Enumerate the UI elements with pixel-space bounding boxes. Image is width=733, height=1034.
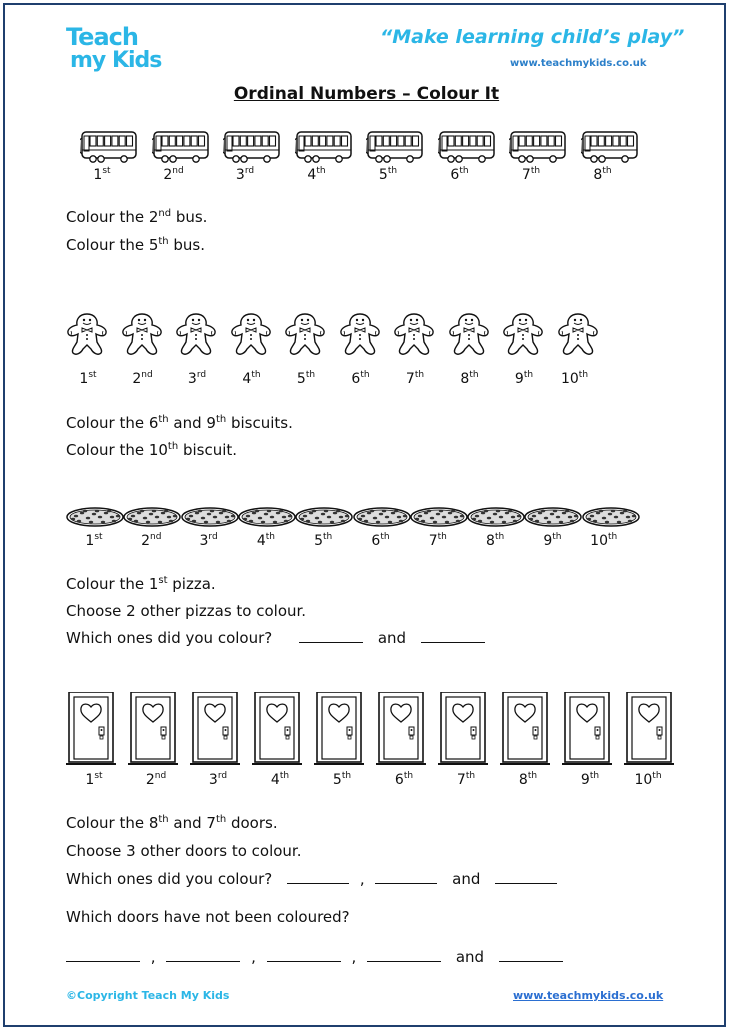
door-label-2: 2nd xyxy=(145,771,167,788)
door-question-2: Which doors have not been coloured? xyxy=(66,908,350,926)
pizza-label-9: 9th xyxy=(543,532,562,549)
uncoloured-blank-3[interactable] xyxy=(267,949,341,962)
pizza-icon xyxy=(582,507,640,527)
pizza-label-4: 4th xyxy=(256,532,275,549)
logo xyxy=(66,23,162,73)
bus-icon xyxy=(438,128,496,164)
pizza-label-3: 3rd xyxy=(199,532,218,549)
bus-label-6: 6th xyxy=(450,166,469,183)
biscuit-instruction-1: Colour the 6th and 9th biscuits. xyxy=(66,414,293,432)
door-icon xyxy=(500,692,550,766)
biscuit-label-8: 8th xyxy=(460,370,479,387)
door-label-5: 5th xyxy=(332,771,352,788)
gingerbread-biscuit-icon xyxy=(339,312,381,358)
door-label-6: 6th xyxy=(394,771,414,788)
pizza-icon xyxy=(123,507,181,527)
door-instruction-1: Colour the 8th and 7th doors. xyxy=(66,814,278,832)
bus-label-5: 5th xyxy=(378,166,398,183)
bus-icon xyxy=(366,128,424,164)
pizza-question: Which ones did you colour? and xyxy=(66,629,485,647)
logo-teach: Teach xyxy=(66,23,138,51)
pizza-label-8: 8th xyxy=(486,532,505,549)
page-title: Ordinal Numbers – Colour It xyxy=(233,84,500,104)
footer-url[interactable]: www.teachmykids.co.uk xyxy=(513,989,664,1002)
biscuit-instruction-2: Colour the 10th biscuit. xyxy=(66,441,238,459)
pizza-label-2: 2nd xyxy=(141,532,162,549)
door-label-8: 8th xyxy=(518,771,538,788)
bus-icon xyxy=(581,128,639,164)
biscuit-label-7: 7th xyxy=(405,370,425,387)
bus-label-8: 8th xyxy=(593,166,612,183)
gingerbread-biscuit-icon xyxy=(448,312,490,358)
bus-instruction-1: Colour the 2nd bus. xyxy=(66,208,208,226)
pizza-label-1: 1st xyxy=(85,532,103,549)
biscuit-label-3: 3rd xyxy=(187,370,207,387)
door-label-9: 9th xyxy=(580,771,600,788)
gingerbread-biscuit-icon xyxy=(502,312,544,358)
gingerbread-biscuit-icon xyxy=(557,312,599,358)
pizza-label-5: 5th xyxy=(314,532,333,549)
gingerbread-biscuit-icon xyxy=(66,312,108,358)
door-icon xyxy=(376,692,426,766)
door-label-1: 1st xyxy=(85,771,103,788)
logo-kids: Kids xyxy=(111,48,162,73)
logo-my: my xyxy=(70,48,106,73)
pizza-icon xyxy=(467,507,525,527)
door-answer-blank-1[interactable] xyxy=(287,871,349,884)
gingerbread-biscuit-icon xyxy=(393,312,435,358)
biscuit-label-2: 2nd xyxy=(132,370,153,387)
biscuit-label-1: 1st xyxy=(79,370,97,387)
door-icon xyxy=(624,692,674,766)
gingerbread-biscuit-icon xyxy=(121,312,163,358)
bus-label-1: 1st xyxy=(93,166,111,183)
door-label-10: 10th xyxy=(634,771,662,788)
pizza-label-10: 10th xyxy=(590,532,618,549)
bus-icon xyxy=(295,128,353,164)
door-answer-blank-3[interactable] xyxy=(495,871,557,884)
gingerbread-biscuit-icon xyxy=(175,312,217,358)
door-icon xyxy=(562,692,612,766)
biscuit-label-10: 10th xyxy=(560,370,589,387)
header-url[interactable]: www.teachmykids.co.uk xyxy=(510,58,647,69)
bus-icon xyxy=(80,128,138,164)
biscuit-label-6: 6th xyxy=(351,370,370,387)
door-icon xyxy=(314,692,364,766)
bus-label-4: 4th xyxy=(307,166,326,183)
pizza-instruction-1: Colour the 1st pizza. xyxy=(66,575,216,593)
gingerbread-biscuit-icon xyxy=(230,312,272,358)
pizza-label-7: 7th xyxy=(428,532,447,549)
door-icon xyxy=(438,692,488,766)
uncoloured-blank-2[interactable] xyxy=(166,949,240,962)
door-answer-blank-2[interactable] xyxy=(375,871,437,884)
uncoloured-blank-4[interactable] xyxy=(367,949,441,962)
pizza-icon xyxy=(410,507,468,527)
door-icon xyxy=(190,692,240,766)
door-icon xyxy=(66,692,116,766)
bus-label-3: 3rd xyxy=(235,166,255,183)
pizza-icon xyxy=(238,507,296,527)
biscuit-label-4: 4th xyxy=(242,370,261,387)
uncoloured-blank-1[interactable] xyxy=(66,949,140,962)
bus-instruction-2: Colour the 5th bus. xyxy=(66,236,206,254)
bus-label-2: 2nd xyxy=(163,166,184,183)
door-label-7: 7th xyxy=(456,771,476,788)
door-instruction-2: Choose 3 other doors to colour. xyxy=(66,842,302,860)
gingerbread-biscuit-icon xyxy=(284,312,326,358)
pizza-icon xyxy=(353,507,411,527)
bus-icon xyxy=(509,128,567,164)
biscuit-label-5: 5th xyxy=(296,370,316,387)
biscuit-label-9: 9th xyxy=(514,370,534,387)
pizza-icon xyxy=(66,507,124,527)
uncoloured-blank-5[interactable] xyxy=(499,949,563,962)
pizza-instruction-2: Choose 2 other pizzas to colour. xyxy=(66,602,307,620)
bus-icon xyxy=(152,128,210,164)
pizza-label-6: 6th xyxy=(371,532,390,549)
slogan: “Make learning child’s play” xyxy=(380,26,685,48)
pizza-answer-blank-1[interactable] xyxy=(299,630,363,643)
pizza-icon xyxy=(295,507,353,527)
pizza-icon xyxy=(181,507,239,527)
uncoloured-answers: , , , and xyxy=(66,948,563,966)
bus-label-7: 7th xyxy=(521,166,541,183)
door-label-3: 3rd xyxy=(208,771,228,788)
door-label-4: 4th xyxy=(270,771,290,788)
door-question: Which ones did you colour? , and xyxy=(66,870,557,888)
footer-copyright: ©Copyright Teach My Kids xyxy=(66,989,230,1002)
pizza-icon xyxy=(524,507,582,527)
pizza-answer-blank-2[interactable] xyxy=(421,630,485,643)
bus-icon xyxy=(223,128,281,164)
door-icon xyxy=(128,692,178,766)
door-icon xyxy=(252,692,302,766)
